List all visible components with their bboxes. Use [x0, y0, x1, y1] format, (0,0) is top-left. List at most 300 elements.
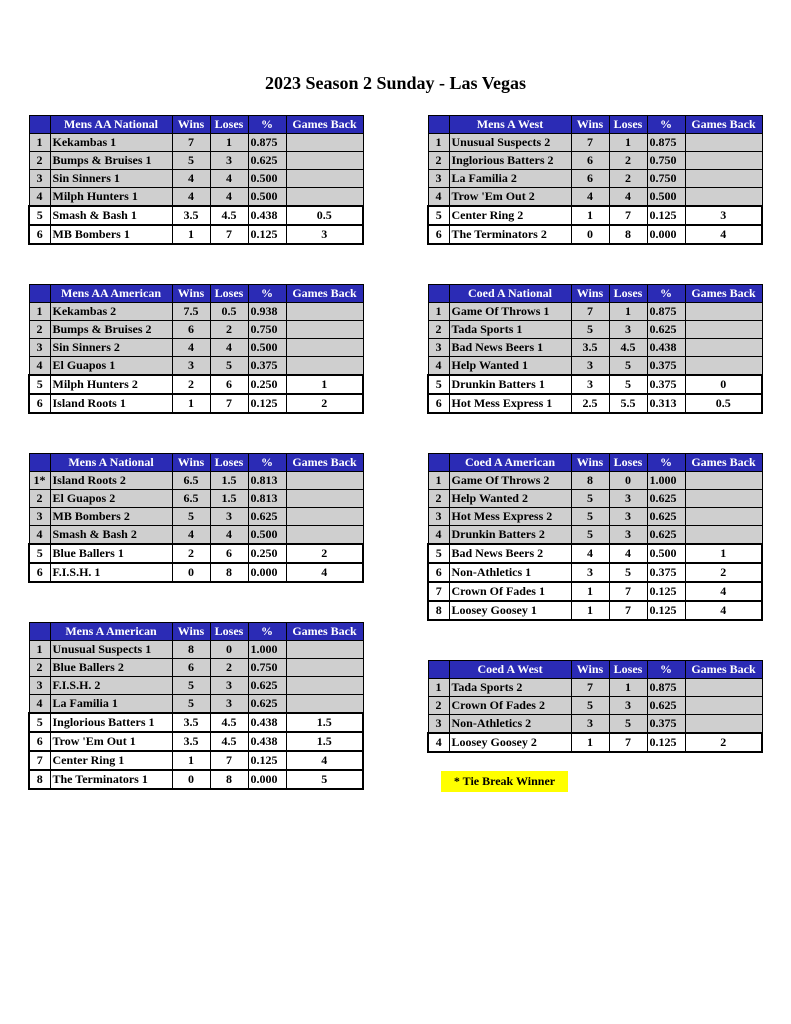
team-cell: Bumps & Bruises 1 — [50, 152, 172, 170]
loses-cell: 6 — [210, 544, 248, 563]
loses-cell: 4 — [210, 170, 248, 188]
team-cell: Game Of Throws 1 — [449, 303, 571, 321]
pct-header: % — [647, 285, 685, 303]
games-back-cell — [286, 677, 363, 695]
games-back-cell: 4 — [685, 601, 762, 620]
rank-cell: 4 — [428, 188, 449, 207]
games-back-cell — [286, 508, 363, 526]
games-back-cell: 2 — [685, 733, 762, 752]
games-back-header: Games Back — [286, 623, 363, 641]
rank-cell: 4 — [29, 188, 50, 207]
team-cell: Milph Hunters 2 — [50, 375, 172, 394]
table-row — [428, 170, 762, 188]
wins-cell: 5 — [172, 695, 210, 714]
team-cell: La Familia 2 — [449, 170, 571, 188]
loses-cell: 7 — [609, 601, 647, 620]
team-cell: Island Roots 2 — [50, 472, 172, 490]
table-row — [29, 357, 363, 376]
wins-cell: 5 — [172, 152, 210, 170]
games-back-cell: 4 — [685, 582, 762, 601]
rank-header — [29, 454, 50, 472]
wins-cell: 2.5 — [571, 394, 609, 413]
rank-header — [29, 285, 50, 303]
pct-header: % — [647, 454, 685, 472]
rank-header — [29, 623, 50, 641]
team-cell: F.I.S.H. 1 — [50, 563, 172, 582]
rank-cell: 5 — [428, 375, 449, 394]
rank-cell: 8 — [428, 601, 449, 620]
pct-cell: 1.000 — [647, 472, 685, 490]
pct-cell: 0.438 — [647, 339, 685, 357]
rank-cell: 1 — [428, 303, 449, 321]
rank-cell: 4 — [428, 526, 449, 545]
rank-cell: 3 — [428, 170, 449, 188]
rank-cell: 5 — [29, 375, 50, 394]
games-back-cell: 4 — [286, 563, 363, 582]
wins-header: Wins — [172, 454, 210, 472]
rank-cell: 6 — [29, 394, 50, 413]
loses-cell: 7 — [210, 394, 248, 413]
wins-cell: 1 — [172, 225, 210, 244]
games-back-cell: 0 — [685, 375, 762, 394]
team-cell: Tada Sports 1 — [449, 321, 571, 339]
pct-cell: 0.875 — [647, 303, 685, 321]
division-table — [427, 660, 763, 753]
wins-cell: 5 — [571, 321, 609, 339]
rank-header — [428, 285, 449, 303]
pct-cell: 0.875 — [647, 134, 685, 152]
team-cell: Loosey Goosey 2 — [449, 733, 571, 752]
wins-cell: 6 — [172, 659, 210, 677]
pct-cell: 0.625 — [647, 508, 685, 526]
pct-header: % — [248, 285, 286, 303]
pct-cell: 0.375 — [647, 357, 685, 376]
pct-cell: 0.000 — [248, 563, 286, 582]
wins-cell: 4 — [571, 188, 609, 207]
table-row — [29, 339, 363, 357]
pct-cell: 0.625 — [248, 695, 286, 714]
loses-cell: 5 — [609, 563, 647, 582]
games-back-header: Games Back — [685, 661, 762, 679]
loses-cell: 7 — [609, 582, 647, 601]
team-cell: Tada Sports 2 — [449, 679, 571, 697]
wins-cell: 3 — [571, 563, 609, 582]
team-cell: Smash & Bash 1 — [50, 206, 172, 225]
games-back-cell: 1 — [286, 375, 363, 394]
division-name-header: Mens A National — [50, 454, 172, 472]
wins-header: Wins — [571, 116, 609, 134]
games-back-cell — [685, 472, 762, 490]
pct-cell: 0.625 — [248, 508, 286, 526]
rank-cell: 3 — [29, 339, 50, 357]
games-back-cell: 4 — [286, 751, 363, 770]
division-name-header: Coed A American — [449, 454, 571, 472]
pct-cell: 0.813 — [248, 490, 286, 508]
pct-cell: 0.750 — [248, 659, 286, 677]
table-row — [29, 170, 363, 188]
table-row — [428, 303, 762, 321]
loses-header: Loses — [210, 623, 248, 641]
wins-cell: 7 — [571, 679, 609, 697]
table-row — [29, 472, 363, 490]
table-row — [428, 188, 762, 207]
team-cell: Unusual Suspects 2 — [449, 134, 571, 152]
team-cell: MB Bombers 2 — [50, 508, 172, 526]
games-back-cell — [685, 188, 762, 207]
wins-cell: 5 — [172, 508, 210, 526]
division-table — [28, 284, 364, 414]
loses-cell: 4.5 — [609, 339, 647, 357]
table-row — [29, 303, 363, 321]
division-table — [427, 284, 763, 414]
table-row — [29, 134, 363, 152]
loses-cell: 4 — [210, 339, 248, 357]
rank-cell: 3 — [29, 677, 50, 695]
games-back-cell — [286, 170, 363, 188]
rank-cell: 1 — [428, 679, 449, 697]
pct-cell: 0.125 — [647, 601, 685, 620]
wins-cell: 6 — [172, 321, 210, 339]
team-cell: F.I.S.H. 2 — [50, 677, 172, 695]
rank-cell: 3 — [428, 508, 449, 526]
wins-cell: 7.5 — [172, 303, 210, 321]
games-back-header: Games Back — [685, 285, 762, 303]
games-back-cell — [286, 490, 363, 508]
pct-cell: 0.750 — [647, 152, 685, 170]
table-row — [428, 225, 762, 244]
team-cell: Trow 'Em Out 1 — [50, 732, 172, 751]
team-cell: Blue Ballers 1 — [50, 544, 172, 563]
table-row — [29, 490, 363, 508]
rank-header — [428, 454, 449, 472]
loses-cell: 0.5 — [210, 303, 248, 321]
rank-cell: 5 — [29, 544, 50, 563]
wins-header: Wins — [571, 285, 609, 303]
loses-cell: 5 — [210, 357, 248, 376]
loses-cell: 4 — [210, 526, 248, 545]
division-table — [28, 622, 364, 790]
team-cell: Center Ring 1 — [50, 751, 172, 770]
pct-cell: 0.125 — [248, 751, 286, 770]
loses-cell: 1 — [609, 303, 647, 321]
wins-header: Wins — [172, 285, 210, 303]
team-cell: Blue Ballers 2 — [50, 659, 172, 677]
table-row — [428, 206, 762, 225]
games-back-cell — [685, 339, 762, 357]
table-row — [29, 152, 363, 170]
team-cell: Unusual Suspects 1 — [50, 641, 172, 659]
rank-cell: 2 — [29, 659, 50, 677]
table-row — [428, 472, 762, 490]
team-cell: Game Of Throws 2 — [449, 472, 571, 490]
wins-cell: 2 — [172, 544, 210, 563]
team-cell: Crown Of Fades 2 — [449, 697, 571, 715]
rank-cell: 1 — [29, 303, 50, 321]
team-cell: Help Wanted 1 — [449, 357, 571, 376]
table-row — [29, 526, 363, 545]
team-cell: Crown Of Fades 1 — [449, 582, 571, 601]
games-back-cell — [685, 321, 762, 339]
games-back-cell: 2 — [286, 544, 363, 563]
games-back-cell: 3 — [685, 206, 762, 225]
pct-cell: 0.438 — [248, 206, 286, 225]
division-name-header: Mens AA American — [50, 285, 172, 303]
pct-cell: 0.625 — [248, 677, 286, 695]
pct-cell: 0.250 — [248, 375, 286, 394]
table-row — [428, 733, 762, 752]
wins-cell: 6 — [571, 152, 609, 170]
wins-cell: 1 — [571, 206, 609, 225]
rank-cell: 1 — [29, 134, 50, 152]
wins-cell: 5 — [571, 508, 609, 526]
games-back-cell — [685, 170, 762, 188]
table-row — [29, 544, 363, 563]
team-cell: Non-Athletics 2 — [449, 715, 571, 734]
games-back-cell: 4 — [685, 225, 762, 244]
rank-cell: 4 — [428, 357, 449, 376]
table-row — [29, 321, 363, 339]
loses-cell: 5 — [609, 375, 647, 394]
games-back-cell — [286, 695, 363, 714]
loses-cell: 8 — [210, 770, 248, 789]
loses-cell: 2 — [210, 659, 248, 677]
games-back-cell — [685, 490, 762, 508]
wins-cell: 3.5 — [571, 339, 609, 357]
pct-cell: 0.875 — [647, 679, 685, 697]
team-cell: Help Wanted 2 — [449, 490, 571, 508]
games-back-cell — [286, 152, 363, 170]
wins-cell: 7 — [571, 303, 609, 321]
loses-cell: 1 — [210, 134, 248, 152]
wins-cell: 3.5 — [172, 713, 210, 732]
table-row — [29, 375, 363, 394]
loses-cell: 4 — [609, 188, 647, 207]
wins-cell: 3 — [172, 357, 210, 376]
games-back-cell — [685, 134, 762, 152]
team-cell: Island Roots 1 — [50, 394, 172, 413]
rank-cell: 7 — [428, 582, 449, 601]
games-back-cell: 2 — [685, 563, 762, 582]
loses-cell: 3 — [609, 526, 647, 545]
games-back-cell — [286, 303, 363, 321]
loses-cell: 8 — [609, 225, 647, 244]
games-back-cell — [286, 134, 363, 152]
rank-header — [428, 116, 449, 134]
wins-cell: 5 — [172, 677, 210, 695]
loses-cell: 4.5 — [210, 732, 248, 751]
wins-cell: 8 — [571, 472, 609, 490]
division-name-header: Coed A National — [449, 285, 571, 303]
wins-cell: 4 — [172, 188, 210, 207]
wins-cell: 1 — [571, 733, 609, 752]
table-row — [428, 601, 762, 620]
pct-header: % — [647, 116, 685, 134]
rank-cell: 5 — [29, 713, 50, 732]
wins-cell: 3.5 — [172, 206, 210, 225]
table-row — [29, 508, 363, 526]
pct-cell: 0.500 — [647, 544, 685, 563]
rank-cell: 7 — [29, 751, 50, 770]
wins-cell: 3.5 — [172, 732, 210, 751]
pct-cell: 0.500 — [248, 526, 286, 545]
wins-cell: 1 — [172, 394, 210, 413]
games-back-cell — [286, 659, 363, 677]
team-cell: Inglorious Batters 2 — [449, 152, 571, 170]
games-back-header: Games Back — [685, 116, 762, 134]
team-cell: Loosey Goosey 1 — [449, 601, 571, 620]
wins-cell: 6 — [571, 170, 609, 188]
wins-cell: 1 — [571, 601, 609, 620]
pct-header: % — [248, 623, 286, 641]
team-cell: Sin Sinners 2 — [50, 339, 172, 357]
loses-cell: 4.5 — [210, 206, 248, 225]
division-name-header: Coed A West — [449, 661, 571, 679]
pct-cell: 0.125 — [647, 206, 685, 225]
loses-cell: 4 — [609, 544, 647, 563]
loses-cell: 4 — [210, 188, 248, 207]
wins-cell: 5 — [571, 490, 609, 508]
loses-cell: 3 — [210, 677, 248, 695]
rank-cell: 6 — [428, 394, 449, 413]
rank-cell: 6 — [29, 563, 50, 582]
loses-cell: 1.5 — [210, 472, 248, 490]
loses-cell: 5 — [609, 357, 647, 376]
team-cell: Trow 'Em Out 2 — [449, 188, 571, 207]
table-row — [428, 679, 762, 697]
pct-cell: 0.125 — [647, 733, 685, 752]
rank-cell: 6 — [428, 563, 449, 582]
team-cell: Drunkin Batters 2 — [449, 526, 571, 545]
table-row — [428, 490, 762, 508]
wins-cell: 0 — [172, 563, 210, 582]
team-cell: Center Ring 2 — [449, 206, 571, 225]
games-back-cell: 0.5 — [286, 206, 363, 225]
wins-cell: 3 — [571, 375, 609, 394]
loses-cell: 4.5 — [210, 713, 248, 732]
wins-cell: 1 — [571, 582, 609, 601]
rank-cell: 1 — [428, 134, 449, 152]
wins-cell: 5 — [571, 697, 609, 715]
games-back-cell — [685, 697, 762, 715]
rank-cell: 3 — [29, 170, 50, 188]
loses-cell: 3 — [609, 321, 647, 339]
pct-cell: 0.375 — [248, 357, 286, 376]
pct-cell: 0.438 — [248, 713, 286, 732]
wins-cell: 3 — [571, 357, 609, 376]
wins-cell: 0 — [172, 770, 210, 789]
rank-cell: 6 — [428, 225, 449, 244]
games-back-cell: 0.5 — [685, 394, 762, 413]
pct-cell: 0.813 — [248, 472, 286, 490]
rank-cell: 8 — [29, 770, 50, 789]
rank-cell: 3 — [29, 508, 50, 526]
table-row — [29, 188, 363, 207]
pct-cell: 0.625 — [647, 697, 685, 715]
wins-header: Wins — [571, 661, 609, 679]
rank-cell: 6 — [29, 732, 50, 751]
rank-cell: 2 — [29, 321, 50, 339]
team-cell: Hot Mess Express 2 — [449, 508, 571, 526]
wins-cell: 6.5 — [172, 490, 210, 508]
games-back-header: Games Back — [286, 116, 363, 134]
pct-header: % — [647, 661, 685, 679]
pct-header: % — [248, 454, 286, 472]
rank-cell: 4 — [428, 733, 449, 752]
loses-header: Loses — [210, 454, 248, 472]
loses-cell: 0 — [609, 472, 647, 490]
pct-cell: 0.000 — [647, 225, 685, 244]
table-row — [428, 697, 762, 715]
loses-cell: 7 — [609, 206, 647, 225]
team-cell: Bumps & Bruises 2 — [50, 321, 172, 339]
team-cell: Hot Mess Express 1 — [449, 394, 571, 413]
table-row — [428, 508, 762, 526]
games-back-cell — [685, 679, 762, 697]
table-row — [428, 152, 762, 170]
games-back-cell — [286, 188, 363, 207]
rank-cell: 1 — [428, 472, 449, 490]
wins-cell: 7 — [172, 134, 210, 152]
games-back-header: Games Back — [685, 454, 762, 472]
pct-cell: 0.313 — [647, 394, 685, 413]
team-cell: Inglorious Batters 1 — [50, 713, 172, 732]
table-row — [29, 713, 363, 732]
tie-break-legend: * Tie Break Winner — [441, 771, 568, 792]
rank-cell: 4 — [29, 357, 50, 376]
rank-cell: 1* — [29, 472, 50, 490]
division-table — [427, 453, 763, 621]
division-name-header: Mens A West — [449, 116, 571, 134]
team-cell: El Guapos 2 — [50, 490, 172, 508]
rank-cell: 3 — [428, 715, 449, 734]
loses-header: Loses — [210, 285, 248, 303]
table-row — [29, 751, 363, 770]
pct-cell: 0.500 — [647, 188, 685, 207]
games-back-cell — [685, 526, 762, 545]
games-back-cell — [286, 641, 363, 659]
loses-cell: 1 — [609, 134, 647, 152]
table-row — [428, 582, 762, 601]
loses-cell: 3 — [609, 697, 647, 715]
wins-cell: 8 — [172, 641, 210, 659]
games-back-cell — [286, 339, 363, 357]
rank-cell: 2 — [428, 697, 449, 715]
loses-cell: 8 — [210, 563, 248, 582]
rank-cell: 4 — [29, 526, 50, 545]
table-row — [428, 563, 762, 582]
pct-cell: 0.438 — [248, 732, 286, 751]
loses-cell: 2 — [210, 321, 248, 339]
table-row — [29, 732, 363, 751]
table-row — [29, 225, 363, 244]
wins-header: Wins — [172, 116, 210, 134]
team-cell: Drunkin Batters 1 — [449, 375, 571, 394]
games-back-cell — [286, 321, 363, 339]
rank-cell: 3 — [428, 339, 449, 357]
loses-cell: 5.5 — [609, 394, 647, 413]
pct-cell: 0.625 — [647, 321, 685, 339]
loses-cell: 3 — [210, 152, 248, 170]
rank-cell: 4 — [29, 695, 50, 714]
games-back-cell — [685, 152, 762, 170]
division-name-header: Mens AA National — [50, 116, 172, 134]
pct-cell: 0.125 — [248, 225, 286, 244]
table-row — [428, 394, 762, 413]
table-row — [428, 134, 762, 152]
rank-cell: 2 — [428, 490, 449, 508]
rank-cell: 5 — [428, 544, 449, 563]
pct-cell: 0.125 — [647, 582, 685, 601]
